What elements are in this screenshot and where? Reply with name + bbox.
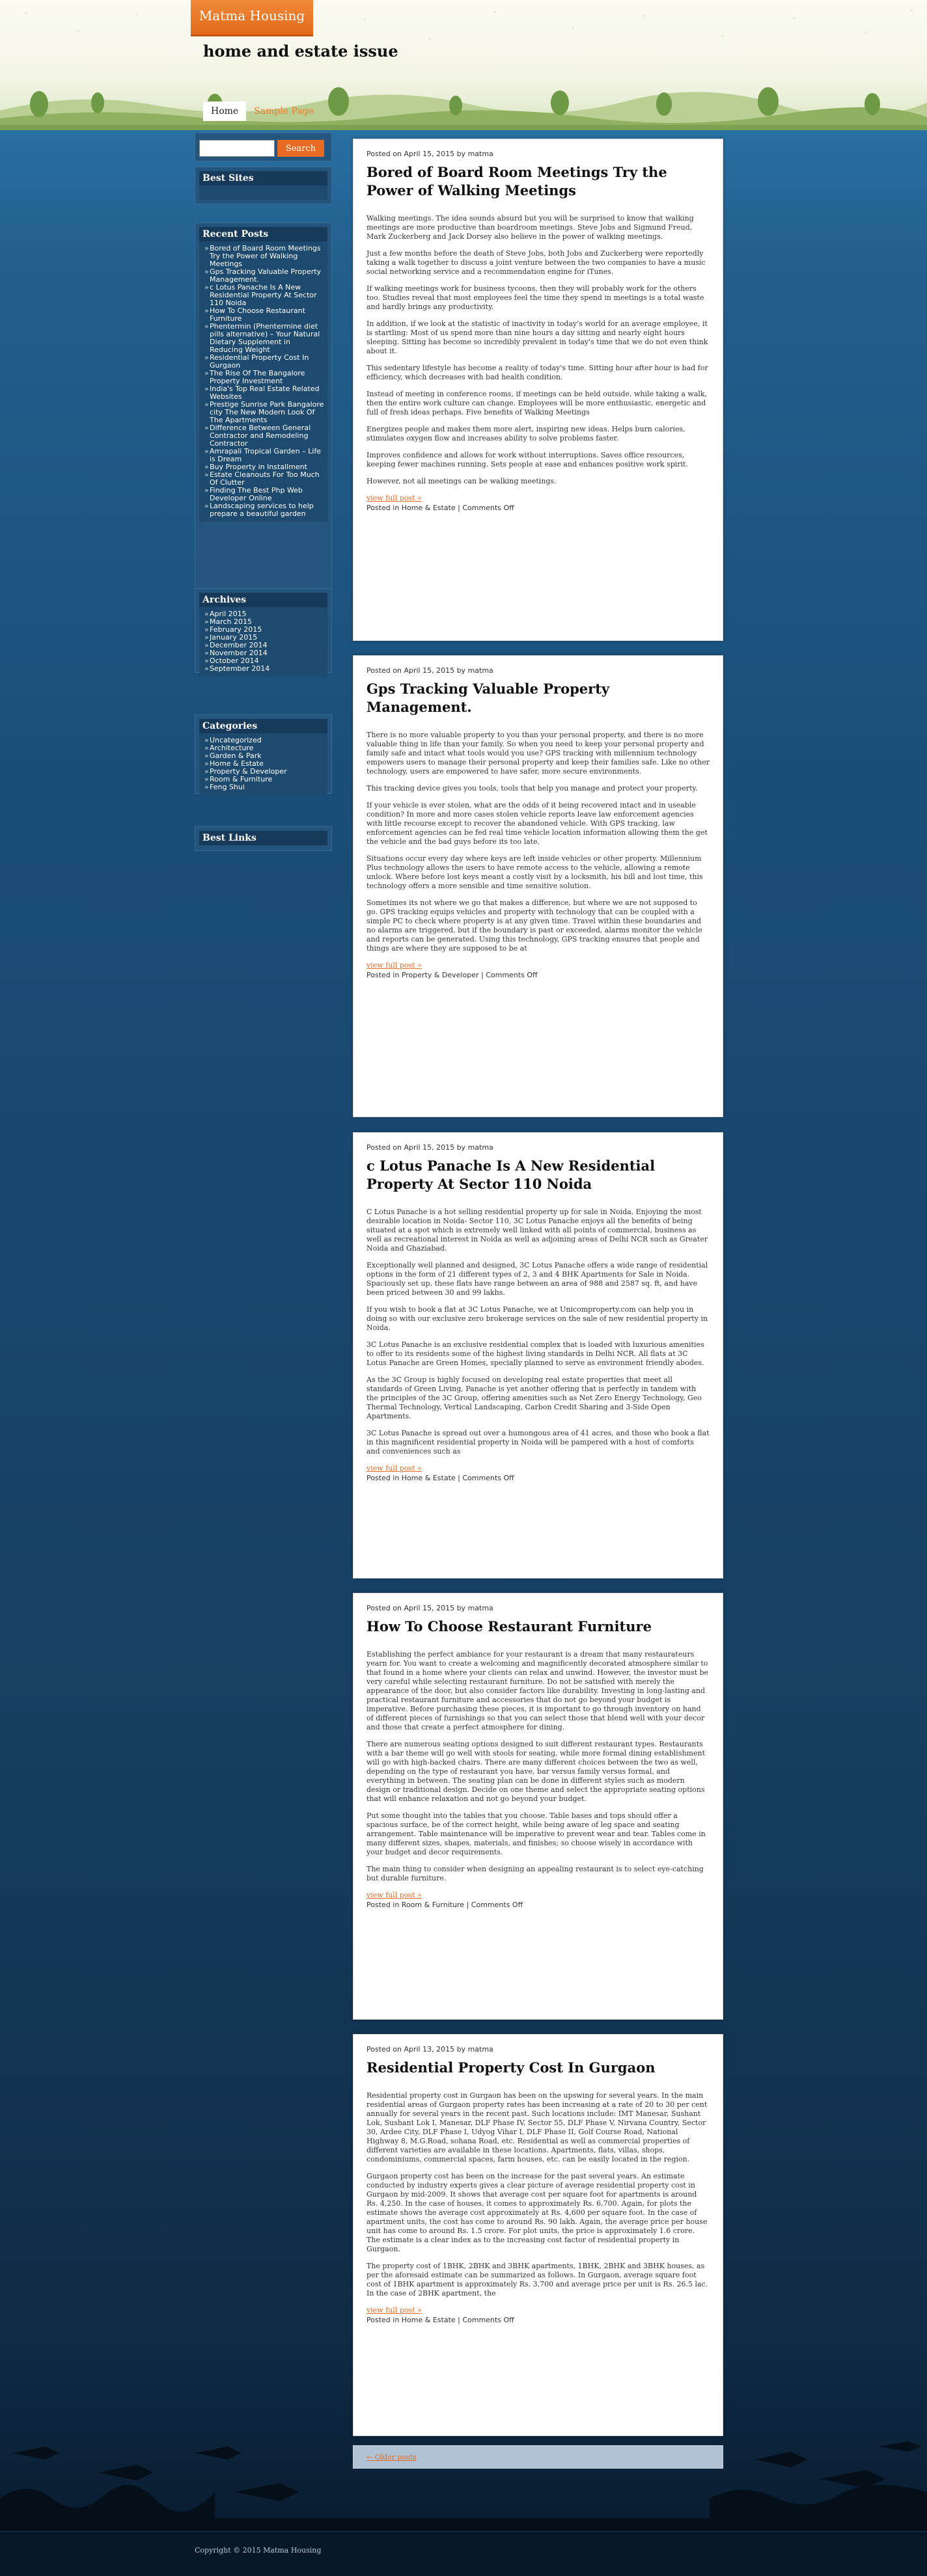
post-meta: Posted on April 13, 2015 by matma xyxy=(367,2045,493,2054)
sea-bed-illustration xyxy=(0,2427,927,2531)
widget-title: Categories xyxy=(199,719,327,733)
post-paragraph: As the 3C Group is highly focused on developing real estate properties that meet all standards of Green Living, Panache is yet another offering that is perfectly in tandem with the principles of the 3C Group, offering amenities such as Net Zero Energy Technology, Geo Thermal Technology, Vertical Landscaping, Carbon Credit Sharing and 3-Side Open Apartments. xyxy=(367,1376,702,1420)
post-comments-status: Comments Off xyxy=(462,1474,514,1482)
search-input[interactable] xyxy=(199,140,275,157)
recent-post-link[interactable]: » Buy Property in Installment xyxy=(204,463,325,471)
post-body xyxy=(367,2091,710,2298)
archives-body xyxy=(199,607,327,677)
site-footer xyxy=(0,2531,927,2576)
read-more-link[interactable]: view full post » xyxy=(367,961,422,969)
categories-body xyxy=(199,733,327,795)
post-comments-status: Comments Off xyxy=(462,504,514,512)
search-button[interactable]: Search xyxy=(277,140,324,157)
widget-title: Recent Posts xyxy=(199,227,327,241)
post-paragraph: The property cost of 1BHK, 2BHK and 3BHK apartments, 1BHK, 2BHK and 3BHK houses, as per the aforesaid estimate can be summarized as follows. In Gurgaon, average square foot cost of 1BHK apartment is approximately Rs. 3,700 and average price per unit is Rs. 26.5 lac. In the case of 2BHK apartment, the xyxy=(367,2262,708,2298)
category-link[interactable]: » Garden & Park xyxy=(204,752,325,760)
post-paragraph: Just a few months before the death of Steve Jobs, both Jobs and Zuckerberg were reportedly taking a walk together to discuss a joint venture between the two companies to have a music social networking service and a recommendation engine for iTunes. xyxy=(367,249,706,276)
post-footer: Posted in Room & Furniture | Comments Off xyxy=(367,1901,523,1909)
post-paragraph: Walking meetings. The idea sounds absurd but you will be surprised to know that walking meetings are more productive than boardroom meetings. Steve Jobs and Sigmund Freud, Mark Zuckerberg and Jack Dorsey also believe in the power of walking meetings. xyxy=(367,214,694,241)
site-title[interactable]: Matma Housing xyxy=(199,8,305,23)
recent-post-link[interactable]: » Prestige Sunrise Park Bangalore city The New Modern Look Of The Apartments xyxy=(204,401,325,424)
nav-item-sample-page[interactable]: Sample Page xyxy=(254,106,314,116)
post-title[interactable]: Bored of Board Room Meetings Try the Power of Walking Meetings xyxy=(367,164,667,198)
post-card xyxy=(353,139,723,641)
site-header xyxy=(0,0,927,130)
post-card xyxy=(353,2034,723,2436)
post-category-link[interactable]: Home & Estate xyxy=(401,2316,456,2324)
read-more-link[interactable]: view full post » xyxy=(367,1464,422,1472)
post-paragraph: This tracking device gives you tools, tools that help you manage and protect your property. xyxy=(367,784,698,793)
site-logo-tab[interactable] xyxy=(191,0,313,36)
post-meta: Posted on April 15, 2015 by matma xyxy=(367,1604,493,1612)
post-meta: Posted on April 15, 2015 by matma xyxy=(367,150,493,158)
archives-widget xyxy=(195,588,332,673)
post-paragraph: Instead of meeting in conference rooms, if meetings can be held outside, while taking a walk, then the entire work culture can change. Employees will be more enthusiastic, energetic and full of fresh ideas perhaps. Five benefits of Walking Meetings xyxy=(367,390,708,416)
post-title[interactable]: How To Choose Restaurant Furniture xyxy=(367,1618,652,1634)
older-posts-link[interactable]: ← Older posts xyxy=(367,2453,417,2461)
post-title[interactable]: Gps Tracking Valuable Property Management. xyxy=(367,681,610,715)
posted-in-label: Posted in xyxy=(367,1474,400,1482)
post-paragraph: If you wish to book a flat at 3C Lotus Panache, we at Unicomproperty.com can help you in doing so with our exclusive zero brokerage services on the sale of new residential property in Noida. xyxy=(367,1305,708,1332)
recent-post-link[interactable]: » How To Choose Restaurant Furniture xyxy=(204,307,325,323)
posted-in-label: Posted in xyxy=(367,2316,400,2324)
recent-post-link[interactable]: » Gps Tracking Valuable Property Management. xyxy=(204,268,325,284)
category-link[interactable]: » Feng Shui xyxy=(204,783,325,791)
copyright-text: Copyright © 2015 Matma Housing xyxy=(195,2546,322,2555)
post-paragraph: In addition, if we look at the statistic of inactivity in today's world for an average employee, it is startling: Most of us spend more than nine hours a day sitting and nearly eight hours sleeping. Sitting has become so incredibly prevalent in today's time that we do not even think about it. xyxy=(367,319,708,355)
post-footer: Posted in Home & Estate | Comments Off xyxy=(367,1474,514,1482)
post-paragraph: If your vehicle is ever stolen, what are the odds of it being recovered intact and in useable condition? In more and more cases stolen vehicle reports leave law enforcement agencies with little recourse except to recover the abandoned vehicle. With GPS tracking, law enforcement agencies can be fed real time vehicle location information allowing them the get the vehicle and the bad guys before its too late. xyxy=(367,801,708,846)
post-paragraph: If walking meetings work for business tycoons, then they will probably work for the others too. Studies reveal that most employees feel the time they spend in meetings is a total waste and hardly brings any productivity. xyxy=(367,284,704,311)
category-link[interactable]: » Architecture xyxy=(204,744,325,752)
post-card xyxy=(353,655,723,1117)
post-meta: Posted on April 15, 2015 by matma xyxy=(367,1143,493,1152)
category-link[interactable]: » Uncategorized xyxy=(204,737,325,744)
read-more-link[interactable]: view full post » xyxy=(367,494,422,502)
archive-link[interactable]: » April 2015 xyxy=(204,610,325,618)
categories-list xyxy=(199,733,327,795)
post-footer: Posted in Home & Estate | Comments Off xyxy=(367,2316,514,2324)
recent-post-link[interactable]: » Estate Cleanouts For Too Much Of Clutter xyxy=(204,471,325,487)
post-paragraph: 3C Lotus Panache is spread out over a humongous area of 41 acres, and those who book a flat in this magnificent residential property in Noida will be pampered with a host of comforts and conveniences such as xyxy=(367,1429,710,1456)
search-widget xyxy=(195,133,332,161)
hills-trees-illustration xyxy=(0,65,927,130)
recent-posts-widget xyxy=(195,223,332,601)
nav-item-home[interactable]: Home xyxy=(203,102,246,121)
recent-post-link[interactable]: » India's Top Real Estate Related Websites xyxy=(204,385,325,401)
post-paragraph: There are numerous seating options designed to suit different restaurant types. Restaurants with a bar theme will go well with stools for seating, while more formal dining establishment will go with high-backed chairs. There are many different choices between the two as well, depending on the type of restaurant you have, bar versus family versus formal, and everything in between. The seating plan can be done in different styles such as modern design or traditional design. Decide on one theme and select the appropriate seating options that will enhance relaxation and not go beyond your budget. xyxy=(367,1740,705,1803)
main-nav xyxy=(203,102,322,121)
post-paragraph: Situations occur every day where keys are left inside vehicles or other property. Millennium Plus technology allows the users to have remote access to the vehicle, allowing a remote unlock. Where before lost keys meant a costly visit by a locksmith, his bill and lost time, this technology offers a more sensible and time sensitive solution. xyxy=(367,854,703,890)
recent-post-link[interactable]: » Landscaping services to help prepare a beautiful garden xyxy=(204,502,325,518)
category-link[interactable]: » Property & Developer xyxy=(204,768,325,776)
widget-title: Best Links xyxy=(199,831,327,845)
recent-post-link[interactable]: » c Lotus Panache Is A New Residential Property At Sector 110 Noida xyxy=(204,284,325,307)
post-paragraph: There is no more valuable property to you than your personal property, and there is no more valuable thing in life than your family. So when you need to keep your personal property and family safe and intact what tools would you use? GPS tracking with millennium technology empowers users to manage their personal property and keep their families safe. Like no other technology, users are empowered to have safer, more secure environments. xyxy=(367,731,710,776)
post-comments-status: Comments Off xyxy=(462,2316,514,2324)
post-paragraph: 3C Lotus Panache is an exclusive residential complex that is loaded with luxurious amenities to offer to its residents some of the highest living standards in Delhi NCR. All flats at 3C Lotus Panache are Green Homes, specially planned to serve as environment friendly abodes. xyxy=(367,1340,704,1367)
post-paragraph: Improves confidence and allows for work without interruptions. Saves office resources, keeping fewer machines running. Sets people at ease and enhances positive work spirit. xyxy=(367,451,688,468)
archive-link[interactable]: » March 2015 xyxy=(204,618,325,626)
post-paragraph: However, not all meetings can be walking meetings. xyxy=(367,477,557,485)
post-body xyxy=(367,1650,710,1883)
best-links-widget xyxy=(195,826,332,851)
category-link[interactable]: » Room & Furniture xyxy=(204,776,325,783)
post-category-link[interactable]: Home & Estate xyxy=(401,504,456,512)
post-paragraph: The main thing to consider when designing an appealing restaurant is to select eye-catching but durable furniture. xyxy=(367,1865,704,1882)
post-meta: Posted on April 15, 2015 by matma xyxy=(367,666,493,675)
read-more-link[interactable]: view full post » xyxy=(367,2306,422,2314)
post-category-link[interactable]: Room & Furniture xyxy=(401,1901,465,1909)
sidebar xyxy=(195,133,332,851)
post-footer: Posted in Home & Estate | Comments Off xyxy=(367,504,514,512)
post-body xyxy=(367,1208,710,1456)
recent-post-link[interactable]: » Phentermin (Phentermine diet pills alternative) – Your Natural Dietary Supplement in Reducing Weight xyxy=(204,323,325,354)
recent-post-link[interactable]: » Finding The Best Php Web Developer Online xyxy=(204,487,325,502)
posted-in-label: Posted in xyxy=(367,1901,400,1909)
archive-link[interactable]: » September 2014 xyxy=(204,665,325,673)
archive-link[interactable]: » February 2015 xyxy=(204,626,325,634)
post-comments-status: Comments Off xyxy=(471,1901,523,1909)
recent-post-link[interactable]: » The Rise Of The Bangalore Property Investment xyxy=(204,370,325,385)
recent-post-link[interactable]: » Bored of Board Room Meetings Try the Power of Walking Meetings xyxy=(204,245,325,268)
post-paragraph: Put some thought into the tables that you choose. Table bases and tops should offer a spacious surface, be of the correct height, while being aware of leg space and seating arrangement. Table maintenance will be imperative to prevent wear and tear. Tables come in many different sizes, shapes, materials, and finishes; so choose wisely in accordance with your budget and decor requirements. xyxy=(367,1811,706,1856)
post-body xyxy=(367,214,710,486)
recent-post-link[interactable]: » Difference Between General Contractor and Remodeling Contractor xyxy=(204,424,325,448)
post-footer: Posted in Property & Developer | Comments Off xyxy=(367,971,538,979)
posted-in-label: Posted in xyxy=(367,504,400,512)
widget-title: Best Sites xyxy=(199,171,327,185)
archive-link[interactable]: » January 2015 xyxy=(204,634,325,642)
best-sites-body xyxy=(199,185,327,200)
post-category-link[interactable]: Home & Estate xyxy=(401,1474,456,1482)
recent-posts-list xyxy=(199,241,327,522)
post-paragraph: Establishing the perfect ambiance for your restaurant is a dream that many restaurateurs yearn for. You want to create a welcoming and magnificently decorated atmosphere similar to that found in a home where your clients can relax and unwind. However, the investor must be very careful while selecting restaurant furniture. Do not be satisfied with merely the appearance of the door, but also consider factors like durability. Investing in long-lasting and practical restaurant furniture and accessories that do not go beyond your budget is imperative. Before purchasing these pieces, it is important to go through inventory on hand of different pieces of furnishings so that you can select those that blend well with your decor and those that create a perfect atmosphere for dining. xyxy=(367,1650,709,1731)
best-sites-widget xyxy=(195,167,332,204)
post-card xyxy=(353,1132,723,1579)
post-paragraph: Gurgaon property cost has been on the increase for the past several years. An estimate conducted by industry experts gives a clear picture of average residential property cost in Gurgaon by mid-2009. It shows that average cost per square foot for apartments is around Rs. 4,250. In the case of houses, it comes to approximately Rs. 6,700. Again, for plots the estimate shows the average cost approximately at Rs. 4,600 per square foot. In the case of apartment units, the cost has come to around Rs. 90 lakh. Again, the average price per house unit has come to around Rs. 1.5 crore. For plot units, the price is approximately 1.6 crore. The estimate is a clear index as to the increasing cost factor of residential property in Gurgaon. xyxy=(367,2172,708,2253)
archives-list xyxy=(199,607,327,677)
post-comments-status: Comments Off xyxy=(486,971,538,979)
posted-in-label: Posted in xyxy=(367,971,400,979)
pagination-box xyxy=(353,2445,723,2469)
site-tagline: home and estate issue xyxy=(203,42,398,61)
recent-post-link[interactable]: » Residential Property Cost In Gurgaon xyxy=(204,354,325,370)
post-body xyxy=(367,731,710,953)
read-more-link[interactable]: view full post » xyxy=(367,1891,422,1899)
post-paragraph: Sometimes its not where we go that makes a difference, but where we are not supposed to go. GPS tracking equips vehicles and property with technology that can be coupled with a simple PC to check where property is at any given time. Travel within these boundaries and no alarms are triggered, but if the boundary is past or exceeded, alarms monitor the vehicle and reports can be generated. Using this technology, GPS tracking ensures that people and things are where they are supposed to be at xyxy=(367,899,702,953)
archive-link[interactable]: » December 2014 xyxy=(204,642,325,649)
post-title[interactable]: Residential Property Cost In Gurgaon xyxy=(367,2059,656,2076)
category-link[interactable]: » Home & Estate xyxy=(204,760,325,768)
post-paragraph: C Lotus Panache is a hot selling residential property up for sale in Noida. Enjoying the most desirable location in Noida- Sector 110, 3C Lotus Panache enjoys all the benefits of being situated at a spot which is extremely well linked with all points of commercial, business as well as recreational interest in Noida as well as adjoining areas of Delhi NCR such as Greater Noida and Ghaziabad. xyxy=(367,1208,708,1253)
post-paragraph: Exceptionally well planned and designed, 3C Lotus Panache offers a wide range of residential options in the form of 21 different types of 2, 3 and 4 BHK Apartments for Sale in Noida. Spaciously set up, these flats have range between an area of 988 and 2587 sq. ft, and have been priced between 30 and 99 lakhs. xyxy=(367,1261,708,1297)
post-title[interactable]: c Lotus Panache Is A New Residential Property At Sector 110 Noida xyxy=(367,1158,656,1192)
post-card xyxy=(353,1593,723,2020)
recent-post-link[interactable]: » Amrapali Tropical Garden – Life is Dream xyxy=(204,448,325,463)
recent-posts-body xyxy=(199,241,327,522)
post-paragraph: This sedentary lifestyle has become a reality of today's time. Sitting hour after hour is bad for efficiency, which decreases with bad health condition. xyxy=(367,364,708,381)
post-paragraph: Residential property cost in Gurgaon has been on the upswing for several years. In the main residential areas of Gurgaon property rates has been increasing at a rate of 20 to 30 per cent annually for several years in the recent past. Such locations include: IMT Manesar, Sushant Lok, Sushant Lok I, Manesar, DLF Phase IV, Sector 55, DLF Phase V, Nirvana Country, Sector 30, Ardee City, DLF Phase I, Udyog Vihar I, DLF Phase II, Golf Course Road, National Highway 8, M.G.Road, sohana Road, etc. Residential as well as commercial properties of different varieties are available in these locations. Apartments, flats, villas, shops, condominiums, commercial spaces, farm houses, etc. can be easily located in the region. xyxy=(367,2091,708,2163)
widget-title: Archives xyxy=(199,593,327,607)
archive-link[interactable]: » November 2014 xyxy=(204,649,325,657)
archive-link[interactable]: » October 2014 xyxy=(204,657,325,665)
post-paragraph: Energizes people and makes them more alert, inspiring new ideas. Helps burn calories, stimulates oxygen flow and increases ability to solve problems faster. xyxy=(367,425,685,442)
post-category-link[interactable]: Property & Developer xyxy=(401,971,479,979)
categories-widget xyxy=(195,714,332,794)
